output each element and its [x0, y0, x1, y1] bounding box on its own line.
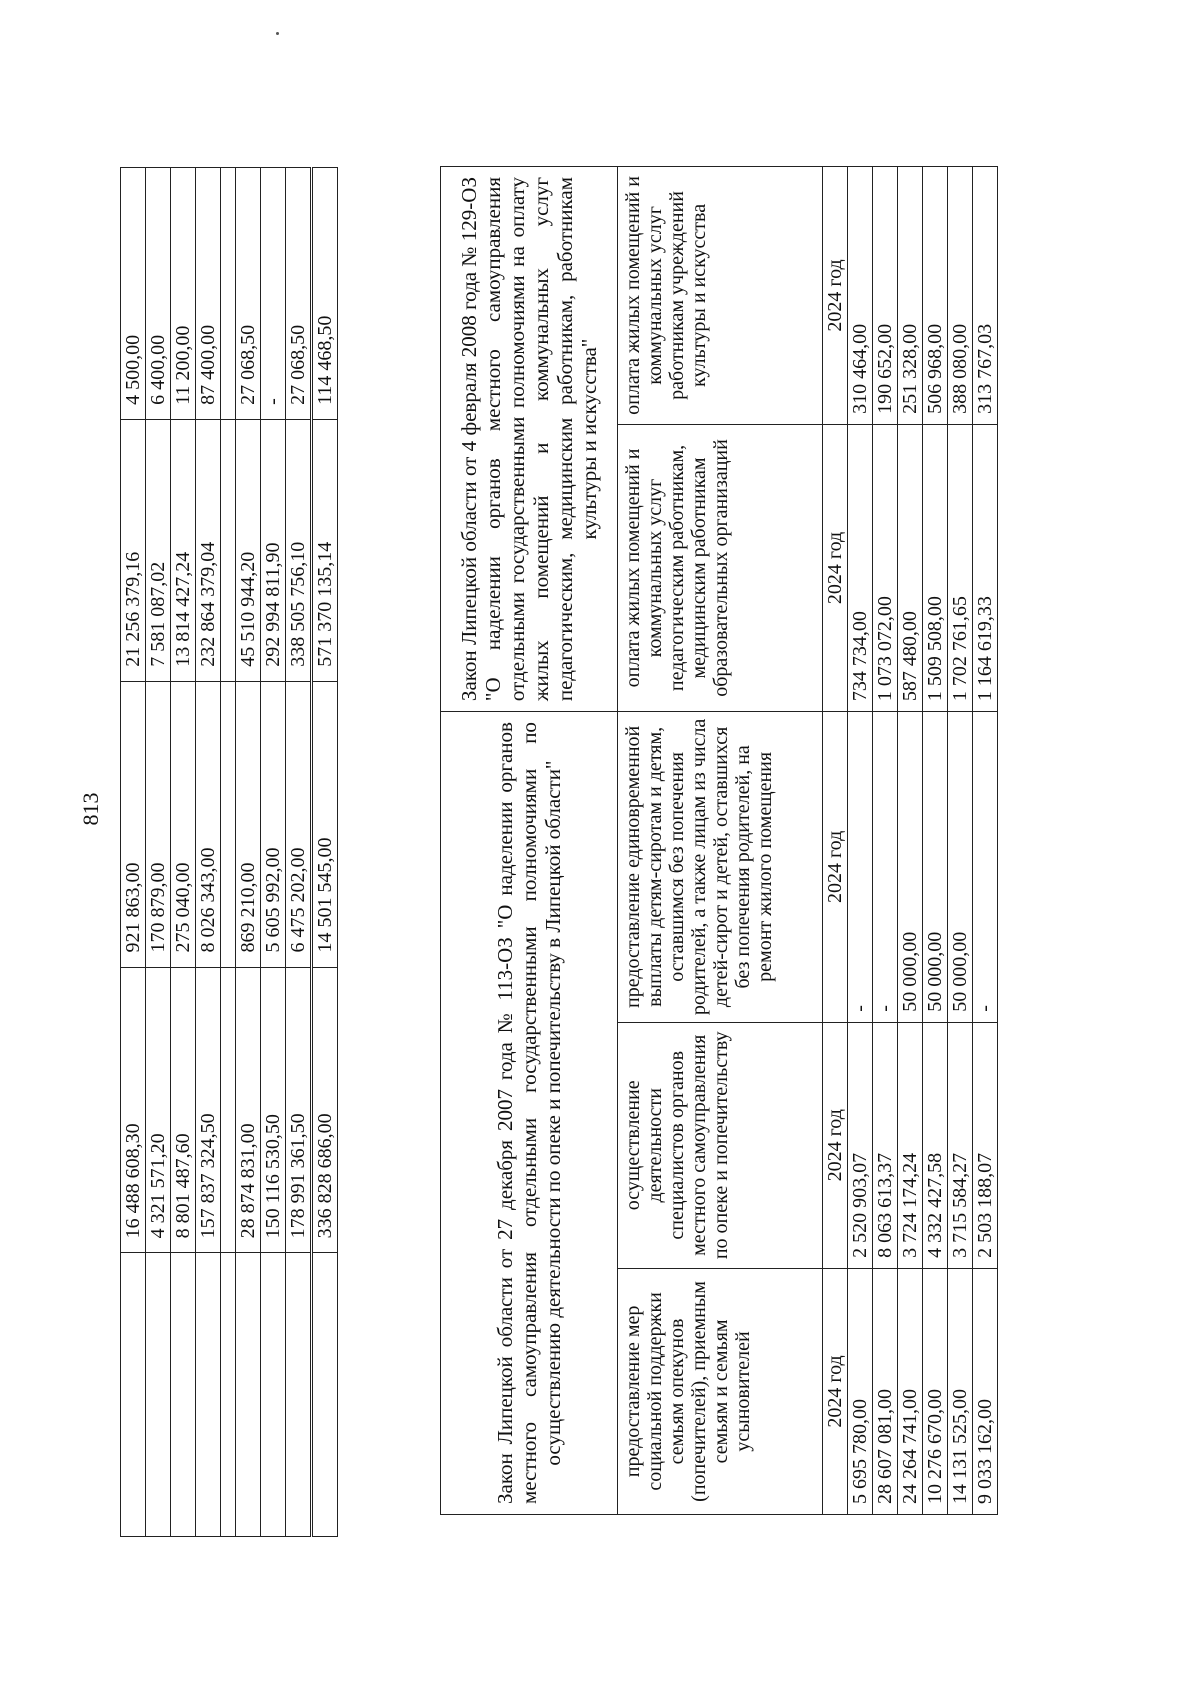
table-cell: 313 767,03: [973, 167, 998, 425]
table-cell: 4 332 427,58: [923, 1022, 948, 1268]
table-cell: 7 581 087,02: [146, 419, 171, 681]
law-129-header: Закон Липецкой области от 4 февраля 2008 года № 129-ОЗ "О наделении органов местного самоуправления отдельными государственными полномочиями на оплату жилых помещений и коммунальных услуг педагогическим, медицинским работникам, работникам культуры и искусства": [441, 167, 618, 712]
page-number: 813: [78, 792, 103, 826]
table-cell: [171, 1253, 196, 1537]
table-row: [948, 167, 973, 1515]
table-row: [121, 168, 146, 1537]
table-cell: 251 328,00: [898, 167, 923, 425]
table-row: [236, 168, 261, 1537]
table-row: [286, 168, 312, 1537]
table-cell: 178 991 361,50: [286, 967, 312, 1253]
table-cell: [286, 1253, 312, 1537]
table-cell: [146, 1253, 171, 1537]
table-cell: 587 480,00: [898, 424, 923, 711]
table-cell: [221, 681, 236, 967]
table-cell: [221, 967, 236, 1253]
table-row: [973, 167, 998, 1515]
table-cell: 28 874 831,00: [236, 967, 261, 1253]
lower-table: [440, 166, 998, 1515]
table-cell: 170 879,00: [146, 681, 171, 967]
table-cell: -: [848, 712, 873, 1023]
table-cell: 292 994 811,90: [261, 419, 286, 681]
year-label: 2024 год: [823, 1268, 848, 1514]
law-header-row: [441, 167, 618, 1515]
year-label: 2024 год: [823, 1022, 848, 1268]
table-cell: -: [873, 712, 898, 1023]
table-cell: 157 837 324,50: [196, 967, 221, 1253]
table-cell: 5 605 992,00: [261, 681, 286, 967]
table-cell: 921 863,00: [121, 681, 146, 967]
table-row: [873, 167, 898, 1515]
table-cell: [196, 1253, 221, 1537]
table-row: [196, 168, 221, 1537]
table-cell: 2 520 903,07: [848, 1022, 873, 1268]
table-cell: 8 063 613,37: [873, 1022, 898, 1268]
table-cell: 27 068,50: [236, 168, 261, 420]
table-cell: 232 864 379,04: [196, 419, 221, 681]
table-cell: [221, 168, 236, 420]
table-cell: 869 210,00: [236, 681, 261, 967]
table-cell: 190 652,00: [873, 167, 898, 425]
table-cell: 50 000,00: [948, 712, 973, 1023]
year-label: 2024 год: [823, 424, 848, 711]
table-cell: [236, 1253, 261, 1537]
table-cell: 10 276 670,00: [923, 1268, 948, 1514]
table-row: [171, 168, 196, 1537]
table-cell: 3 715 584,27: [948, 1022, 973, 1268]
table-cell: 150 116 530,50: [261, 967, 286, 1253]
table-cell: 506 968,00: [923, 167, 948, 425]
table-cell: 27 068,50: [286, 168, 312, 420]
table-cell: 1 073 072,00: [873, 424, 898, 711]
table-cell: 14 501 545,00: [312, 681, 338, 967]
table-row: [312, 168, 338, 1537]
column-header-row: [618, 167, 823, 1515]
column-header: предоставление единовременной выплаты детям-сиротам и детям, оставшимся без попечения родителей, а также лицам из числа детей-сирот и детей, оставшихся без попечения родителей, на ремонт жилого помещения: [618, 712, 823, 1023]
year-row: [823, 167, 848, 1515]
table-cell: 16 488 608,30: [121, 967, 146, 1253]
table-cell: 24 264 741,00: [898, 1268, 923, 1514]
table-cell: 310 464,00: [848, 167, 873, 425]
table-row: [146, 168, 171, 1537]
table-cell: 571 370 135,14: [312, 419, 338, 681]
table-cell: 21 256 379,16: [121, 419, 146, 681]
table-cell: [261, 1253, 286, 1537]
table-cell: [121, 1253, 146, 1537]
table-cell: [221, 1253, 236, 1537]
table-cell: -: [261, 168, 286, 420]
table-cell: 9 033 162,00: [973, 1268, 998, 1514]
table-cell: 6 400,00: [146, 168, 171, 420]
table-cell: [221, 419, 236, 681]
table-row: [923, 167, 948, 1515]
table-cell: 336 828 686,00: [312, 967, 338, 1253]
table-cell: 4 321 571,20: [146, 967, 171, 1253]
column-header: оплата жилых помещений и коммунальных услуг работникам учреждений культуры и искусства: [618, 167, 823, 425]
table-cell: 3 724 174,24: [898, 1022, 923, 1268]
table-cell: 4 500,00: [121, 168, 146, 420]
table-cell: 28 607 081,00: [873, 1268, 898, 1514]
table-cell: 114 468,50: [312, 168, 338, 420]
table-cell: 388 080,00: [948, 167, 973, 425]
table-cell: 87 400,00: [196, 168, 221, 420]
table-row: [898, 167, 923, 1515]
table-cell: -: [973, 712, 998, 1023]
table-cell: 14 131 525,00: [948, 1268, 973, 1514]
column-header: осуществление деятельности специалистов органов местного самоуправления по опеке и попечительству: [618, 1022, 823, 1268]
table-row: [848, 167, 873, 1515]
table-cell: 45 510 944,20: [236, 419, 261, 681]
table-cell: 6 475 202,00: [286, 681, 312, 967]
scan-speck: [276, 32, 279, 35]
table-cell: 338 505 756,10: [286, 419, 312, 681]
table-cell: 5 695 780,00: [848, 1268, 873, 1514]
law-113-header: Закон Липецкой области от 27 декабря 2007 года № 113-ОЗ "О наделении органов местного самоуправления отдельными государственными полномочиями по осуществлению деятельности по опеке и попечительству в Липецкой области": [441, 712, 618, 1515]
table-cell: 1 702 761,65: [948, 424, 973, 711]
column-header: оплата жилых помещений и коммунальных услуг педагогическим работникам, медицинским работникам образовательных организаций: [618, 424, 823, 711]
table-row: [261, 168, 286, 1537]
column-header: предоставление мер социальной поддержки семьям опекунов (попечителей), приемным семьям и семьям усыновителей: [618, 1268, 823, 1514]
table-cell: 1 164 619,33: [973, 424, 998, 711]
table-row: [221, 168, 236, 1537]
table-cell: 1 509 508,00: [923, 424, 948, 711]
year-label: 2024 год: [823, 167, 848, 425]
table-cell: 275 040,00: [171, 681, 196, 967]
table-cell: 2 503 188,07: [973, 1022, 998, 1268]
table-cell: 8 801 487,60: [171, 967, 196, 1253]
year-label: 2024 год: [823, 712, 848, 1023]
table-cell: 50 000,00: [923, 712, 948, 1023]
table-cell: 734 734,00: [848, 424, 873, 711]
upper-table: [120, 167, 338, 1537]
table-cell: 11 200,00: [171, 168, 196, 420]
table-cell: 13 814 427,24: [171, 419, 196, 681]
table-cell: 8 026 343,00: [196, 681, 221, 967]
table-cell: [312, 1253, 338, 1537]
table-cell: 50 000,00: [898, 712, 923, 1023]
